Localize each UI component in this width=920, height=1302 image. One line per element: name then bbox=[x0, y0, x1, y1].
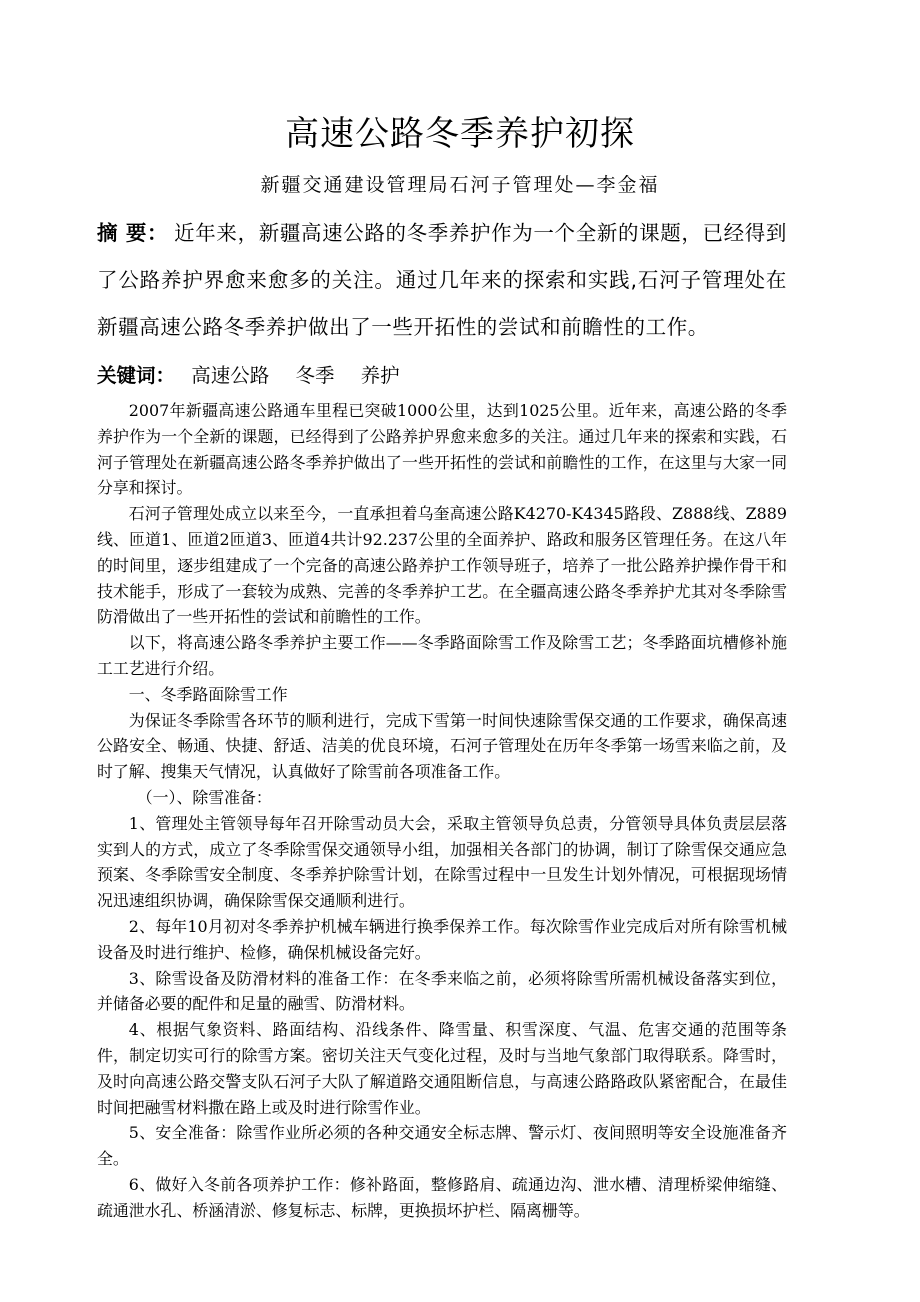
paragraph: 以下，将高速公路冬季养护主要工作——冬季路面除雪工作及除雪工艺；冬季路面坑槽修补施工工艺进行介绍。 bbox=[97, 633, 787, 678]
abstract-text: 近年来，新疆高速公路的冬季养护作为一个全新的课题，已经得到了公路养护界愈来愈多的关注。通过几年来的探索和实践,石河子管理处在新疆高速公路冬季养护做出了一些开拓性的尝试和前瞻性的工作。 bbox=[97, 221, 787, 339]
author-line: 新疆交通建设管理局石河子管理处—李金福 bbox=[260, 174, 660, 196]
section-heading: 一、冬季路面除雪工作 bbox=[128, 684, 288, 704]
paragraph: 为保证冬季除雪各环节的顺利进行，完成下雪第一时间快速除雪保交通的工作要求，确保高速公路安全、畅通、快捷、舒适、洁美的优良环境，石河子管理处在历年冬季第一场雪来临之前，及时了解、搜集天气情况，认真做好了除雪前各项准备工作。 bbox=[97, 710, 787, 782]
keyword: 高速公路 bbox=[191, 364, 270, 387]
abstract-label: 摘 要： bbox=[97, 221, 169, 245]
list-item: 5、安全准备：除雪作业所必须的各种交通安全标志牌、警示灯、夜间照明等安全设施准备齐全。 bbox=[97, 1123, 787, 1169]
list-item: 3、除雪设备及防滑材料的准备工作：在冬季来临之前，必须将除雪所需机械设备落实到位，并储备必要的配件和足量的融雪、防滑材料。 bbox=[97, 968, 787, 1014]
subsection-heading: （一）、除雪准备： bbox=[136, 787, 272, 807]
keywords bbox=[97, 358, 787, 394]
list-item: 1、管理处主管领导每年召开除雪动员大会，采取主管领导负总责，分管领导具体负责层层落实到人的方式，成立了冬季除雪保交通领导小组，加强相关各部门的协调，制订了除雪保交通应急预案、冬季除雪安全制度、冬季养护除雪计划，在除雪过程中一旦发生计划外情况，可根据现场情况迅速组织协调，确保除雪保交通顺利进行。 bbox=[97, 813, 787, 911]
list-item: 2、每年10月初对冬季养护机械车辆进行换季保养工作。每次除雪作业完成后对所有除雪机械设备及时进行维护、检修，确保机械设备完好。 bbox=[97, 916, 787, 962]
body-text bbox=[97, 398, 787, 1224]
paragraph: 石河子管理处成立以来至今，一直承担着乌奎高速公路K4270-K4345路段、Z888线、Z889线、匝道1、匝道2匝道3、匝道4共计92.237公里的全面养护、路政和服务区管理任务。在这八年的时间里，逐步组建成了一个完备的高速公路养护工作领导班子，培养了一批公路养护操作骨干和技术能手，形成了一套较为成熟、完善的冬季养护工艺。在全疆高速公路冬季养护尤其对冬季除雪防滑做出了一些开拓性的尝试和前瞻性的工作。 bbox=[97, 504, 787, 627]
list-item: 6、做好入冬前各项养护工作：修补路面，整修路肩、疏通边沟、泄水槽、清理桥梁伸缩缝、疏通泄水孔、桥涵清淤、修复标志、标牌，更换损坏护栏、隔离栅等。 bbox=[97, 1174, 787, 1220]
list-item: 4、根据气象资料、路面结构、沿线条件、降雪量、积雪深度、气温、危害交通的范围等条件，制定切实可行的除雪方案。密切关注天气变化过程，及时与当地气象部门取得联系。降雪时，及时向高速公路交警支队石河子大队了解道路交通阻断信息，与高速公路路政队紧密配合，在最佳时间把融雪材料撒在路上或及时进行除雪作业。 bbox=[97, 1020, 787, 1117]
paragraph: 2007年新疆高速公路通车里程已突破1000公里，达到1025公里。近年来，高速公路的冬季养护作为一个全新的课题，已经得到了公路养护界愈来愈多的关注。通过几年来的探索和实践，石河子管理处在新疆高速公路冬季养护做出了一些开拓性的尝试和前瞻性的工作，在这里与大家一同分享和探讨。 bbox=[97, 401, 787, 498]
keyword: 冬季 bbox=[295, 364, 335, 387]
keyword: 养护 bbox=[360, 364, 400, 387]
abstract bbox=[97, 210, 787, 351]
keywords-label: 关键词： bbox=[97, 364, 176, 387]
document-title: 高速公路冬季养护初探 bbox=[285, 114, 635, 154]
